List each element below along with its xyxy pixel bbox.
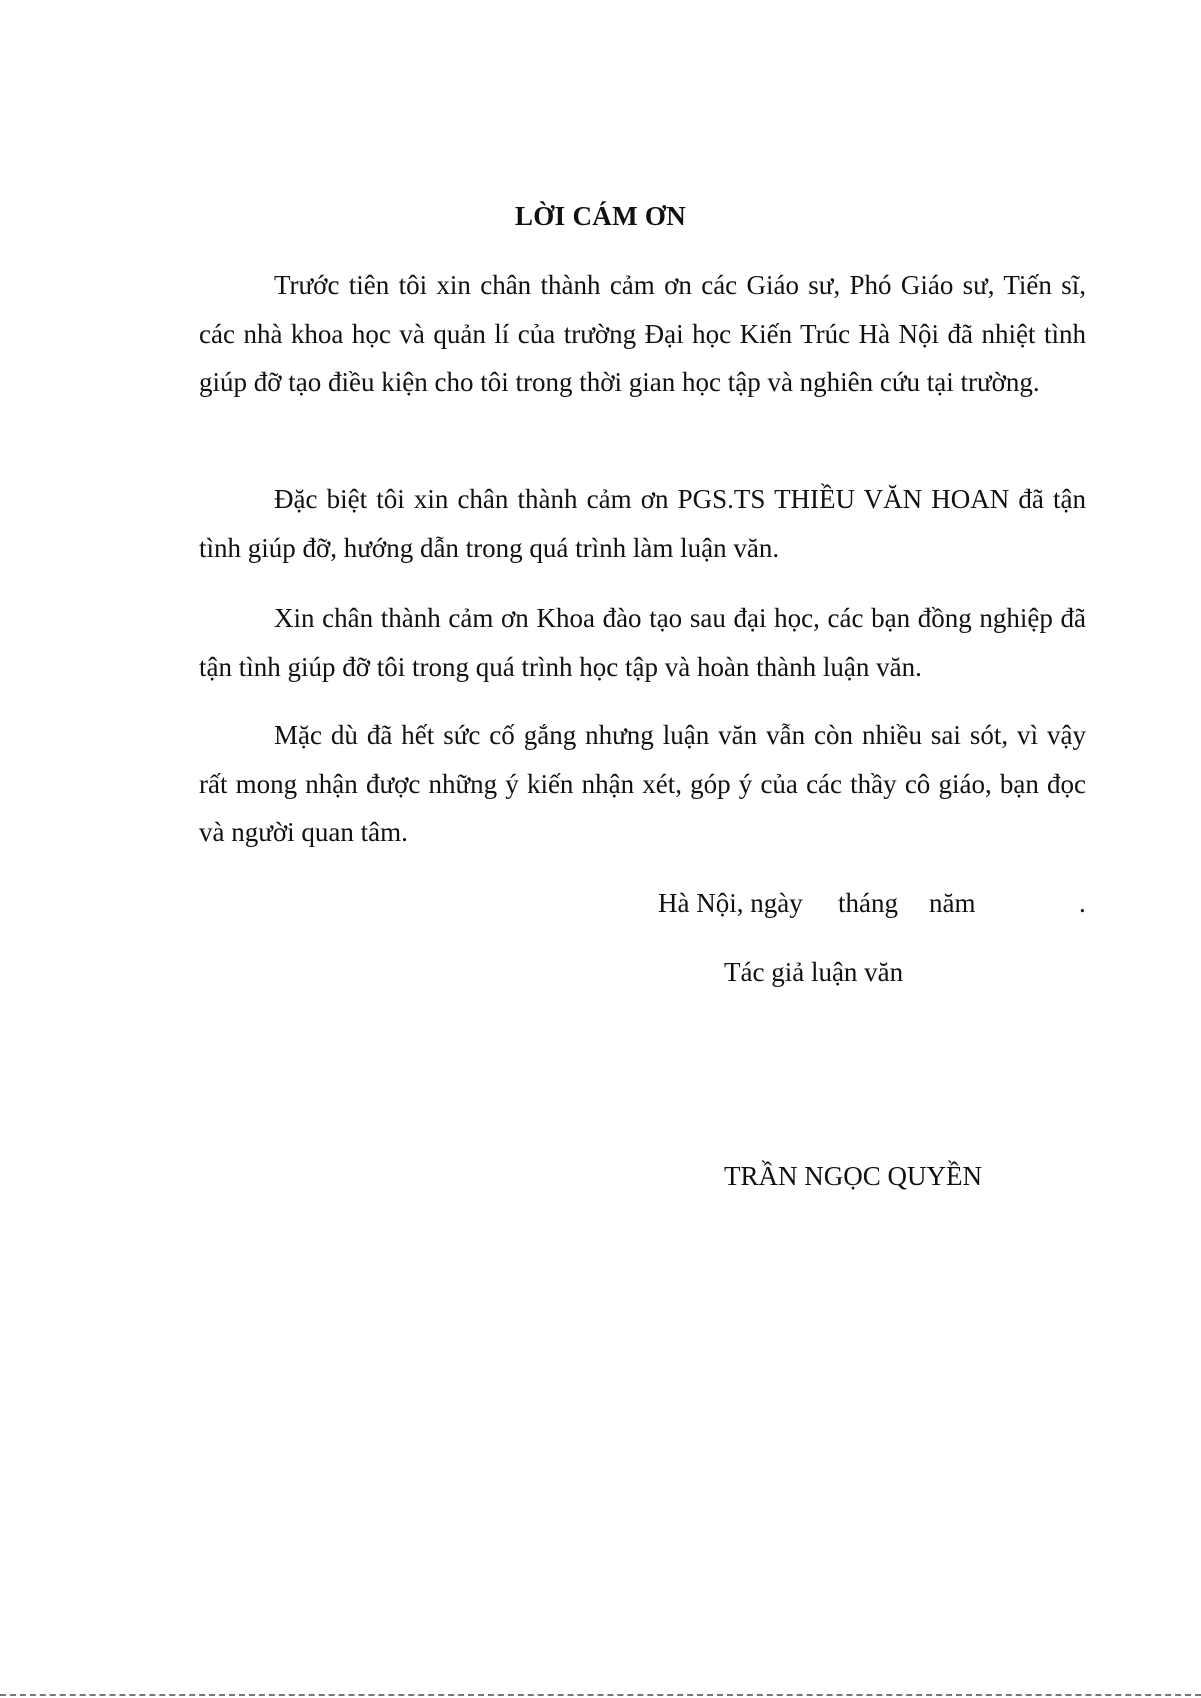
paragraph-3: Xin chân thành cảm ơn Khoa đào tạo sau đại học, các bạn đồng nghiệp đã tận tình giúp đỡ tôi trong quá trình học tập và hoàn thành luận văn.	[199, 603, 1086, 682]
year-text: năm	[929, 888, 976, 918]
place-date-line	[658, 883, 1088, 923]
month-text: tháng	[838, 888, 898, 918]
page-title: LỜI CÁM ƠN	[515, 201, 686, 231]
place-day-text: Hà Nội, ngày	[658, 888, 803, 918]
paragraph-1: Trước tiên tôi xin chân thành cảm ơn các Giáo sư, Phó Giáo sư, Tiến sĩ, các nhà khoa học và quản lí của trường Đại học Kiến Trúc Hà Nội đã nhiệt tình giúp đỡ tạo điều kiện cho tôi trong thời gian học tập và nghiên cứu tại trường.	[199, 270, 1086, 397]
date-end-mark: .	[1079, 888, 1086, 918]
paragraph-2: Đặc biệt tôi xin chân thành cảm ơn PGS.TS THIỀU VĂN HOAN đã tận tình giúp đỡ, hướng dẫn trong quá trình làm luận văn.	[199, 484, 1086, 563]
author-name: TRẦN NGỌC QUYỀN	[724, 1161, 982, 1191]
paragraph-4: Mặc dù đã hết sức cố gắng nhưng luận văn vẫn còn nhiều sai sót, vì vậy rất mong nhận được những ý kiến nhận xét, góp ý của các thầy cô giáo, bạn đọc và người quan tâm.	[199, 720, 1086, 847]
page-bottom-divider	[0, 1694, 1201, 1696]
author-label: Tác giả luận văn	[724, 957, 904, 987]
